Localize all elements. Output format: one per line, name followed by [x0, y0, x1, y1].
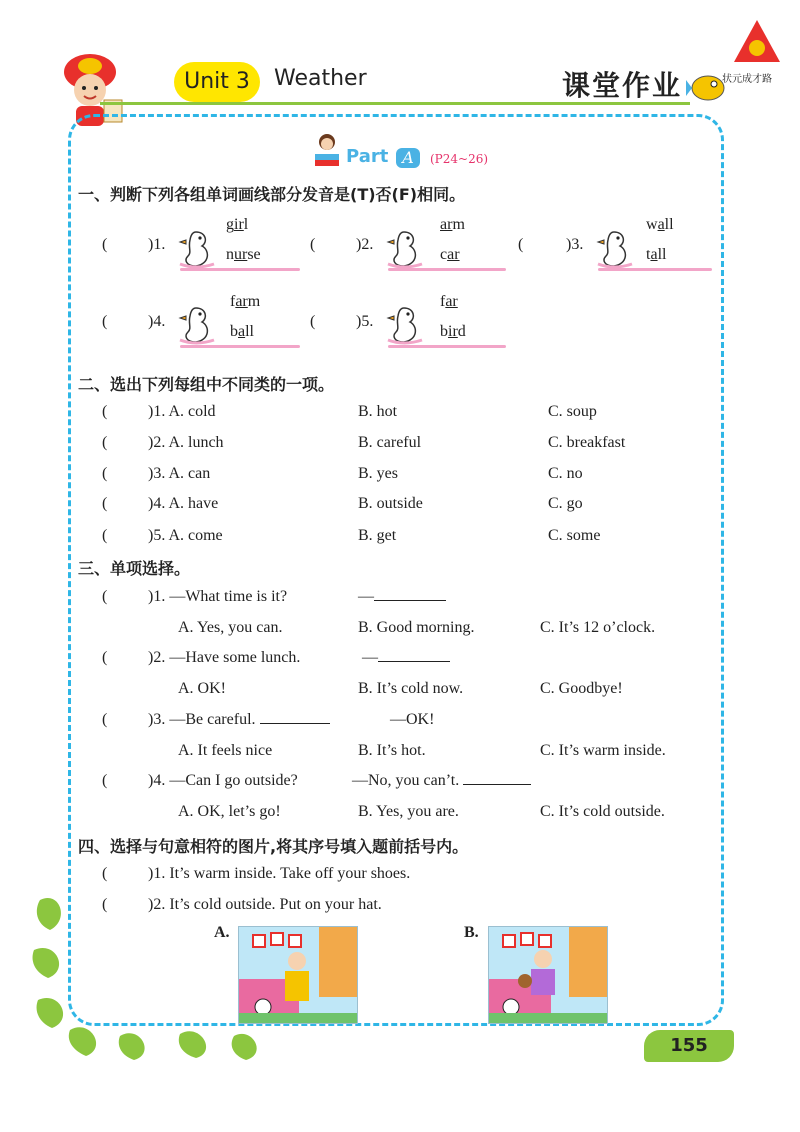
word-bottom-post: d	[457, 323, 466, 340]
reading-girl-icon	[310, 132, 344, 168]
decor-line	[180, 268, 300, 271]
question-text: )3. —Be careful.	[148, 711, 256, 728]
option-b: B. hot	[358, 403, 398, 420]
option-a: )1. A. cold	[148, 403, 216, 420]
word-top-pre: f	[230, 293, 236, 310]
question-text: )4. —Can I go outside?	[148, 772, 298, 789]
part-label: Part	[346, 146, 389, 167]
brand-subtitle: 状元成才路	[722, 74, 772, 85]
word-bottom-pre: b	[440, 323, 448, 340]
item-number: )5.	[356, 313, 374, 330]
answer-paren[interactable]: (	[518, 236, 544, 253]
answer-paren[interactable]: (	[102, 865, 128, 882]
item-number: )4.	[148, 313, 166, 330]
item-number: )3.	[566, 236, 584, 253]
response-text: —OK!	[390, 711, 435, 728]
response-text: —	[358, 588, 374, 605]
option-c: C. breakfast	[548, 434, 626, 451]
section-2-title: 二、选出下列每组中不同类的一项。	[78, 375, 335, 394]
word-top-post: m	[247, 293, 261, 310]
option-a: )3. A. can	[148, 465, 211, 482]
leaves-decoration	[30, 860, 270, 1060]
answer-paren[interactable]: (	[102, 403, 128, 420]
item-number: )2.	[356, 236, 374, 253]
answer-blank[interactable]	[463, 784, 531, 785]
option-a: A. OK!	[178, 680, 226, 697]
word-top-pre: w	[646, 216, 658, 233]
answer-paren[interactable]: (	[102, 772, 128, 789]
word-bottom-pre: n	[226, 246, 234, 263]
word-bottom-post: ll	[245, 323, 254, 340]
brand-logo	[732, 18, 782, 64]
answer-paren[interactable]: (	[102, 495, 128, 512]
part-letter: A	[396, 148, 420, 168]
option-b: B. yes	[358, 465, 398, 482]
answer-paren[interactable]: (	[310, 236, 336, 253]
word-bottom-underlined: ur	[234, 246, 248, 263]
duck-icon	[176, 226, 216, 274]
answer-paren[interactable]: (	[102, 465, 128, 482]
word-top-post: ll	[664, 216, 674, 233]
answer-paren[interactable]: (	[102, 896, 128, 913]
option-c: C. It’s 12 o’clock.	[540, 619, 656, 636]
response-text: —No, you can’t.	[352, 772, 460, 789]
option-b: B. It’s hot.	[358, 742, 426, 759]
word-bottom-post: se	[247, 246, 261, 263]
duck-icon	[176, 302, 216, 350]
picture-b-cold-outside	[488, 926, 608, 1024]
option-a: )5. A. come	[148, 527, 223, 544]
word-bottom-underlined: a	[238, 323, 246, 340]
option-b: B. careful	[358, 434, 422, 451]
page-number: 155	[644, 1030, 734, 1062]
answer-paren[interactable]: (	[102, 527, 128, 544]
answer-blank[interactable]	[378, 661, 450, 662]
answer-paren[interactable]: (	[310, 313, 336, 330]
item-number: )1.	[148, 236, 166, 253]
picture-a-label: A.	[214, 924, 230, 941]
option-c: C. It’s cold outside.	[540, 803, 665, 820]
option-a: A. It feels nice	[178, 742, 273, 759]
word-bottom-pre: t	[646, 246, 651, 263]
statement-text: )2. It’s cold outside. Put on your hat.	[148, 896, 382, 913]
fish-mascot-icon	[686, 64, 730, 108]
duck-icon	[384, 302, 424, 350]
part-pages: (P24~26)	[430, 152, 489, 166]
option-b: B. outside	[358, 495, 423, 512]
word-top-post: m	[452, 216, 465, 233]
duck-icon	[384, 226, 424, 274]
word-bottom-pre: c	[440, 246, 448, 263]
brand-title: 课堂作业	[562, 69, 683, 102]
answer-paren[interactable]: (	[102, 434, 128, 451]
word-top-underlined: ir	[234, 216, 244, 233]
decor-line	[598, 268, 712, 271]
word-top-pre: g	[226, 216, 234, 233]
response-text: —	[362, 649, 378, 666]
option-a: A. Yes, you can.	[178, 619, 283, 636]
option-a: A. OK, let’s go!	[178, 803, 281, 820]
option-c: C. soup	[548, 403, 597, 420]
word-bottom-underlined: ir	[448, 323, 458, 340]
word-top-pre: f	[440, 293, 446, 310]
word-top-post: l	[243, 216, 249, 233]
answer-blank[interactable]	[260, 723, 330, 724]
picture-b-label: B.	[464, 924, 479, 941]
decor-line	[388, 268, 506, 271]
word-top-underlined: ar	[235, 293, 248, 310]
answer-paren[interactable]: (	[102, 236, 128, 253]
option-b: B. get	[358, 527, 397, 544]
option-c: C. Goodbye!	[540, 680, 623, 697]
option-c: C. some	[548, 527, 601, 544]
word-bottom-post: ll	[657, 246, 667, 263]
word-top-underlined: ar	[440, 216, 453, 233]
option-b: B. It’s cold now.	[358, 680, 464, 697]
word-top-underlined: ar	[445, 293, 458, 310]
decor-line	[388, 345, 506, 348]
option-c: C. no	[548, 465, 583, 482]
statement-text: )1. It’s warm inside. Take off your shoes.	[148, 865, 411, 882]
word-bottom-pre: b	[230, 323, 238, 340]
answer-paren[interactable]: (	[102, 313, 128, 330]
decor-line	[180, 345, 300, 348]
word-bottom-underlined: a	[650, 246, 658, 263]
option-b: B. Good morning.	[358, 619, 475, 636]
section-3-title: 三、单项选择。	[78, 559, 191, 578]
unit-label: Unit 3	[174, 62, 260, 102]
unit-title: Weather	[274, 66, 367, 91]
answer-paren[interactable]: (	[102, 588, 128, 605]
option-a: )2. A. lunch	[148, 434, 224, 451]
option-b: B. Yes, you are.	[358, 803, 459, 820]
answer-blank[interactable]	[374, 600, 446, 601]
duck-icon	[594, 226, 634, 274]
section-4-title: 四、选择与句意相符的图片,将其序号填入题前括号内。	[78, 837, 469, 856]
answer-paren[interactable]: (	[102, 711, 128, 728]
question-text: )2. —Have some lunch.	[148, 649, 301, 666]
word-bottom-underlined: ar	[447, 246, 460, 263]
option-a: )4. A. have	[148, 495, 219, 512]
option-c: C. It’s warm inside.	[540, 742, 666, 759]
word-top-underlined: a	[657, 216, 665, 233]
question-text: )1. —What time is it?	[148, 588, 288, 605]
answer-paren[interactable]: (	[102, 649, 128, 666]
option-c: C. go	[548, 495, 583, 512]
section-1-title: 一、判断下列各组单词画线部分发音是(T)否(F)相同。	[78, 185, 466, 204]
